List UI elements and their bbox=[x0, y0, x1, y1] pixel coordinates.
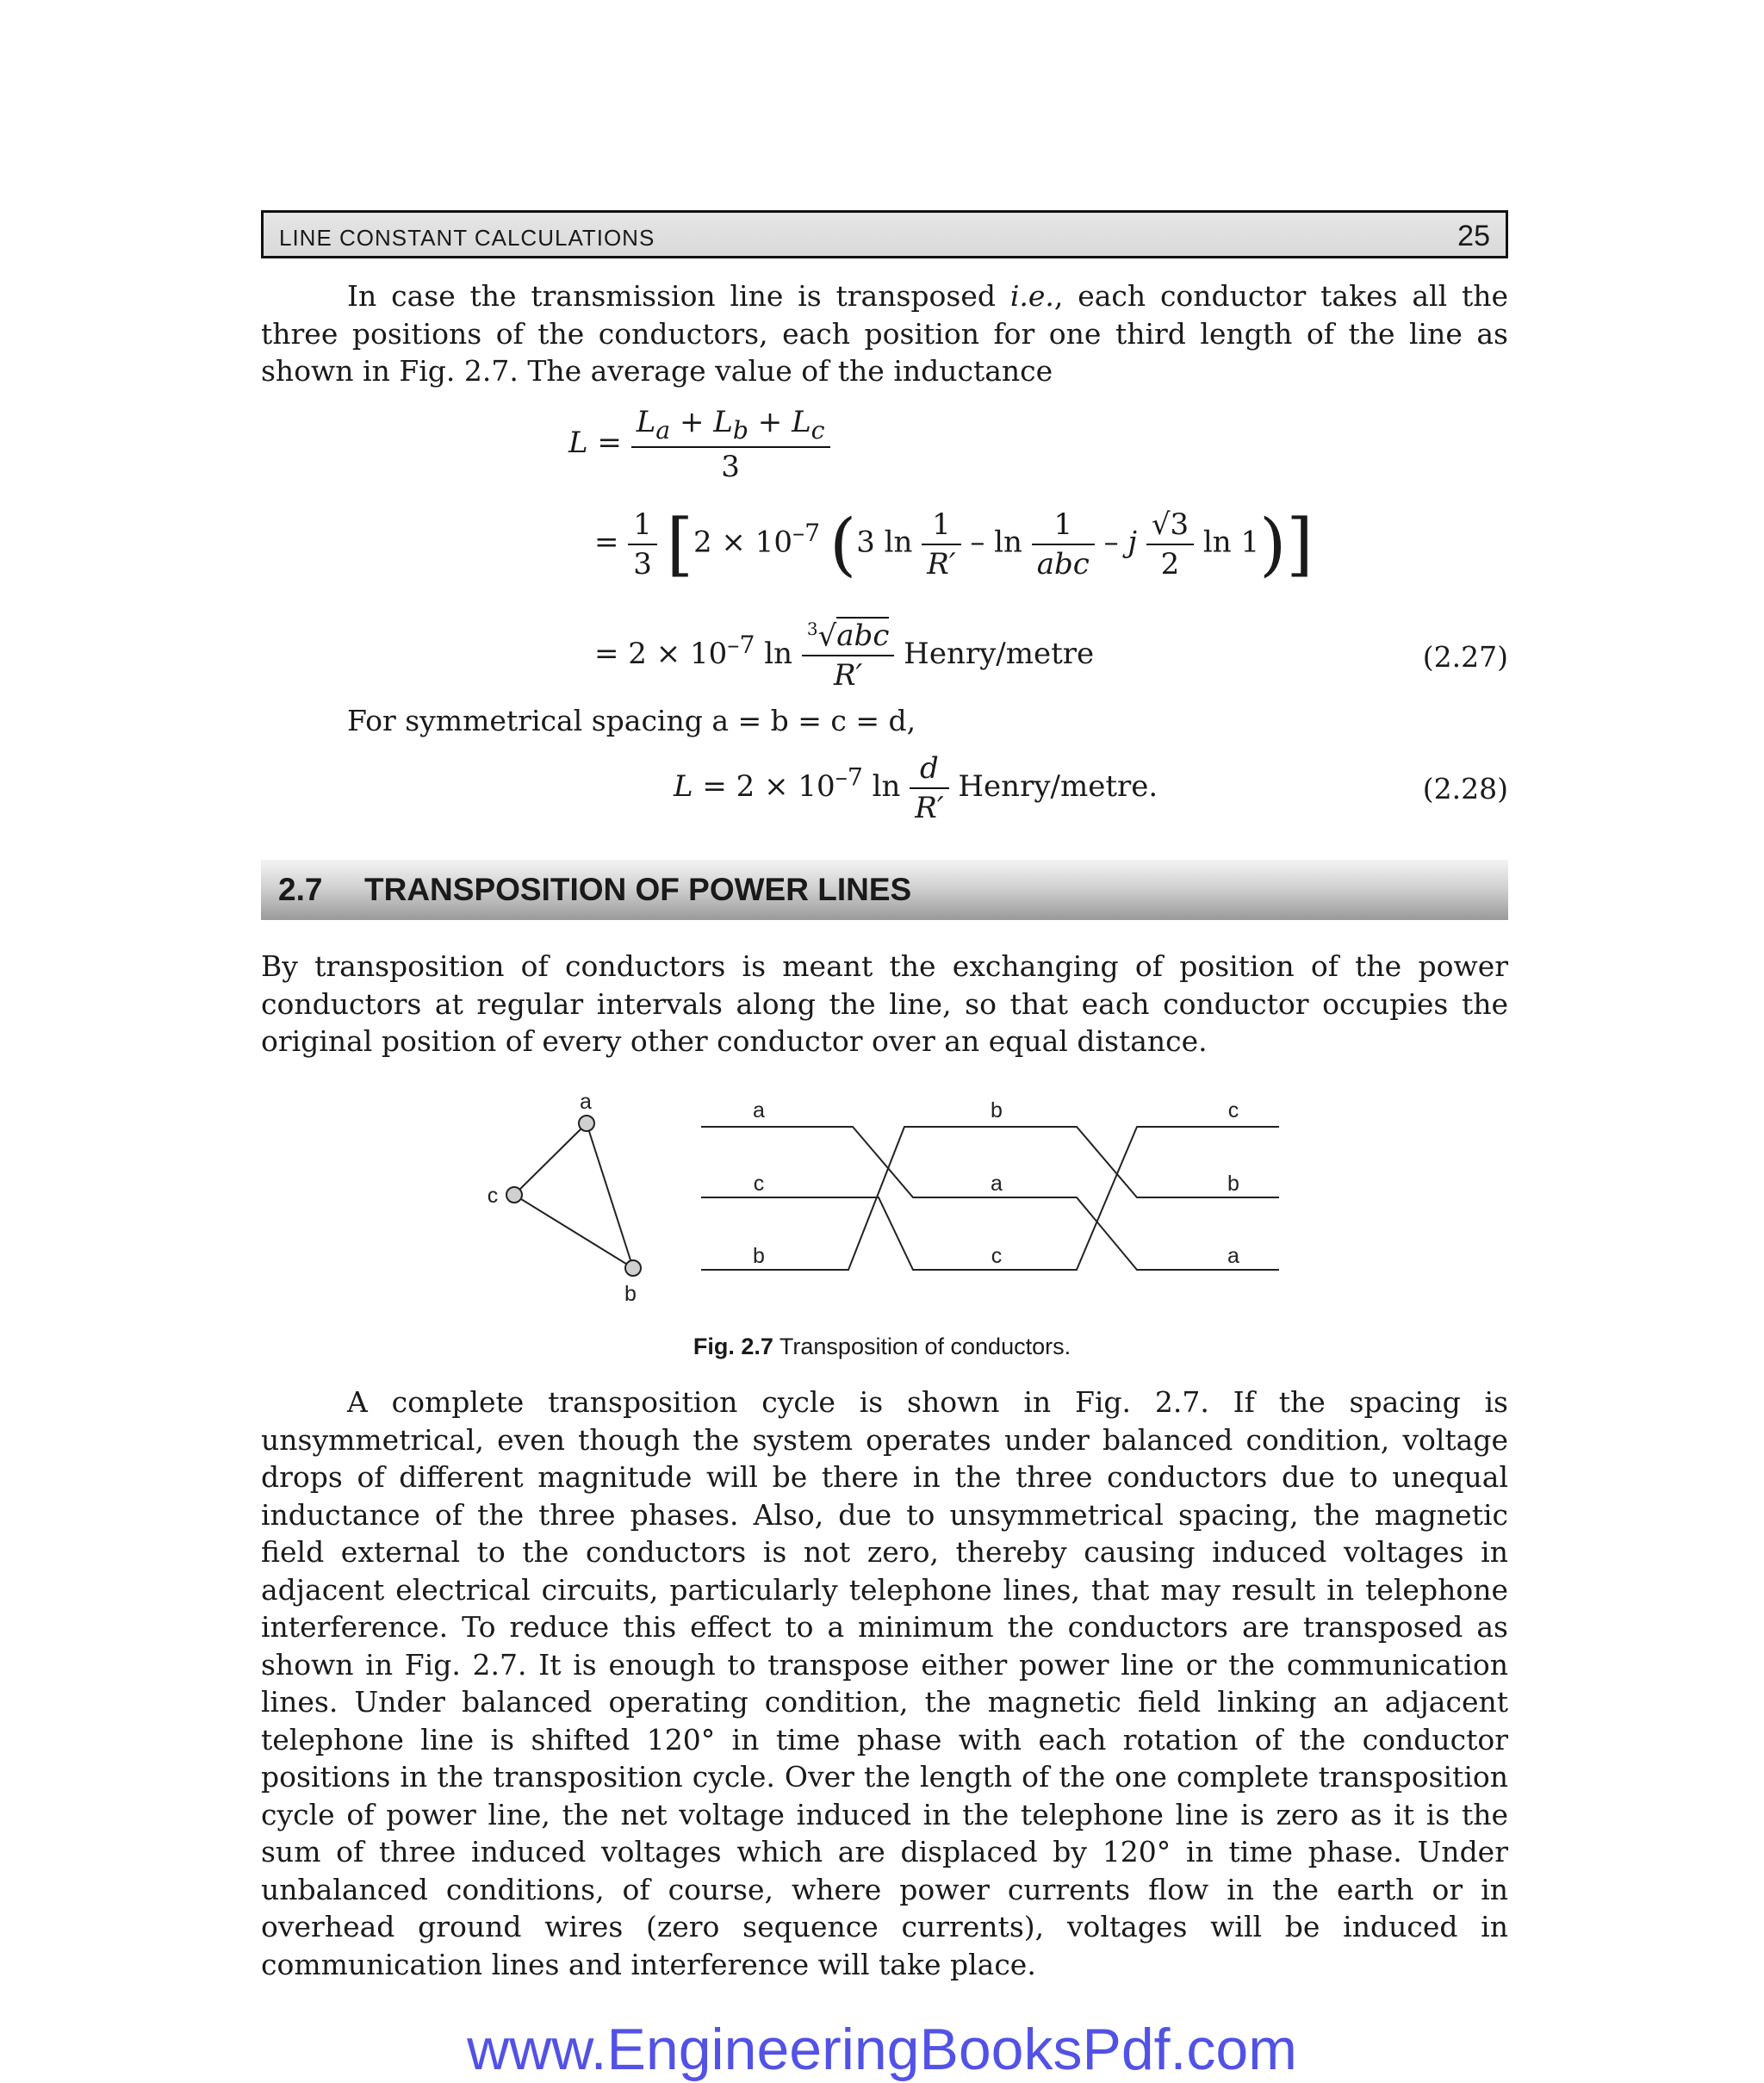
equation-2-28: $L = 2 \times 10^{-7}$ ln $\frac{d}{R'}$ Henry/metre. bbox=[674, 751, 1158, 825]
triangle-label-a: a bbox=[580, 1090, 592, 1114]
figure-caption-text: Transposition of conductors. bbox=[779, 1334, 1071, 1359]
triangle-label-c: c bbox=[487, 1184, 499, 1208]
transposition-figure bbox=[465, 1085, 1309, 1318]
label-row1-seg2: b bbox=[991, 1098, 1003, 1122]
conductor-triangle bbox=[488, 1090, 641, 1306]
label-row2-seg3: b bbox=[1227, 1172, 1239, 1196]
transposition-lines bbox=[701, 1127, 1279, 1270]
conductor-b-dot bbox=[625, 1260, 641, 1276]
equation-number-2-28: (2.28) bbox=[1422, 772, 1508, 805]
body-paragraph: A complete transposition cycle is shown in Fig. 2.7. If the spacing is unsymmetrical, even though the system operates under balanced condition, voltage drops of different magnitude will be there in the three conductors due to unequal inductance of the three phases. Also, due to unsymmetrical spacing, the magnetic field external to the conductors is not zero, thereby causing induced voltages in adjacent electrical circuits, particularly telephone lines, that may result in telephone interference. To reduce this effect to a minimum the conductors are transposed as shown in Fig. 2.7. It is enough to transpose either power line or the communication lines. Under balanced operating condition, the magnetic field linking an adjacent telephone line is shifted 120° in time phase with each rotation of the conductor positions in the transposition cycle. Over the length of the one complete transposition cycle of power line, the net voltage induced in the telephone line is zero as it is the sum of three induced voltages which are displaced by 120° in time phase. Under unbalanced conditions, of course, where power currents flow in the earth or in overhead ground wires (zero sequence currents), voltages will be induced in communication lines and interference will take place. bbox=[261, 1385, 1508, 1981]
section-paragraph: By transposition of conductors is meant the exchanging of position of the power conductors at regular intervals along the line, so that each conductor occupies the original position of every other conductor over an equal distance. bbox=[261, 949, 1508, 1058]
figure-caption bbox=[0, 1334, 1764, 1360]
label-row2-seg1: c bbox=[753, 1172, 765, 1196]
equation-expanded: = $\frac{1}{3}$ [$2 \times 10^{-7}$ (3 ln $\frac{1}{R'}$ – ln $\frac{1}{\text{abc}}$ – j $\frac{√3}{2}$ ln 1)] bbox=[594, 504, 1314, 584]
watermark-link[interactable]: www.EngineeringBooksPdf.com bbox=[467, 2017, 1297, 2082]
triangle-label-b: b bbox=[624, 1282, 637, 1306]
section-heading bbox=[261, 860, 1508, 920]
conductor-a-dot bbox=[579, 1116, 594, 1131]
label-row3-seg3: a bbox=[1227, 1244, 1239, 1268]
section-title: TRANSPOSITION OF POWER LINES bbox=[364, 872, 912, 907]
running-title: LINE CONSTANT CALCULATIONS bbox=[279, 225, 655, 251]
symmetric-spacing-text: For symmetrical spacing a = b = c = d, bbox=[347, 704, 916, 737]
section-number: 2.7 bbox=[278, 872, 323, 907]
equation-2-27: = $2 \times 10^{-7}$ ln $\frac{^3√abc}{R'}$ Henry/metre bbox=[594, 619, 1095, 693]
equation-number-2-27: (2.27) bbox=[1422, 640, 1508, 674]
label-row2-seg2: a bbox=[991, 1172, 1003, 1196]
page-number: 25 bbox=[1457, 220, 1490, 252]
label-row3-seg1: b bbox=[753, 1244, 765, 1268]
equation-average-inductance: L = $\frac{L_a + L_b + L_c}{3}$ bbox=[568, 405, 830, 484]
label-row1-seg1: a bbox=[753, 1098, 765, 1122]
transposition-labels bbox=[753, 1098, 1239, 1268]
running-header bbox=[261, 210, 1508, 258]
conductor-c-dot bbox=[506, 1187, 522, 1203]
figure-caption-label: Fig. 2.7 bbox=[693, 1334, 773, 1359]
intro-paragraph: In case the transmission line is transposed i.e., each conductor takes all the three positions of the conductors, each position for one third length of the line as shown in Fig. 2.7. The average value of the inductance bbox=[261, 279, 1508, 388]
label-row1-seg3: c bbox=[1227, 1098, 1239, 1122]
label-row3-seg2: c bbox=[991, 1244, 1003, 1268]
